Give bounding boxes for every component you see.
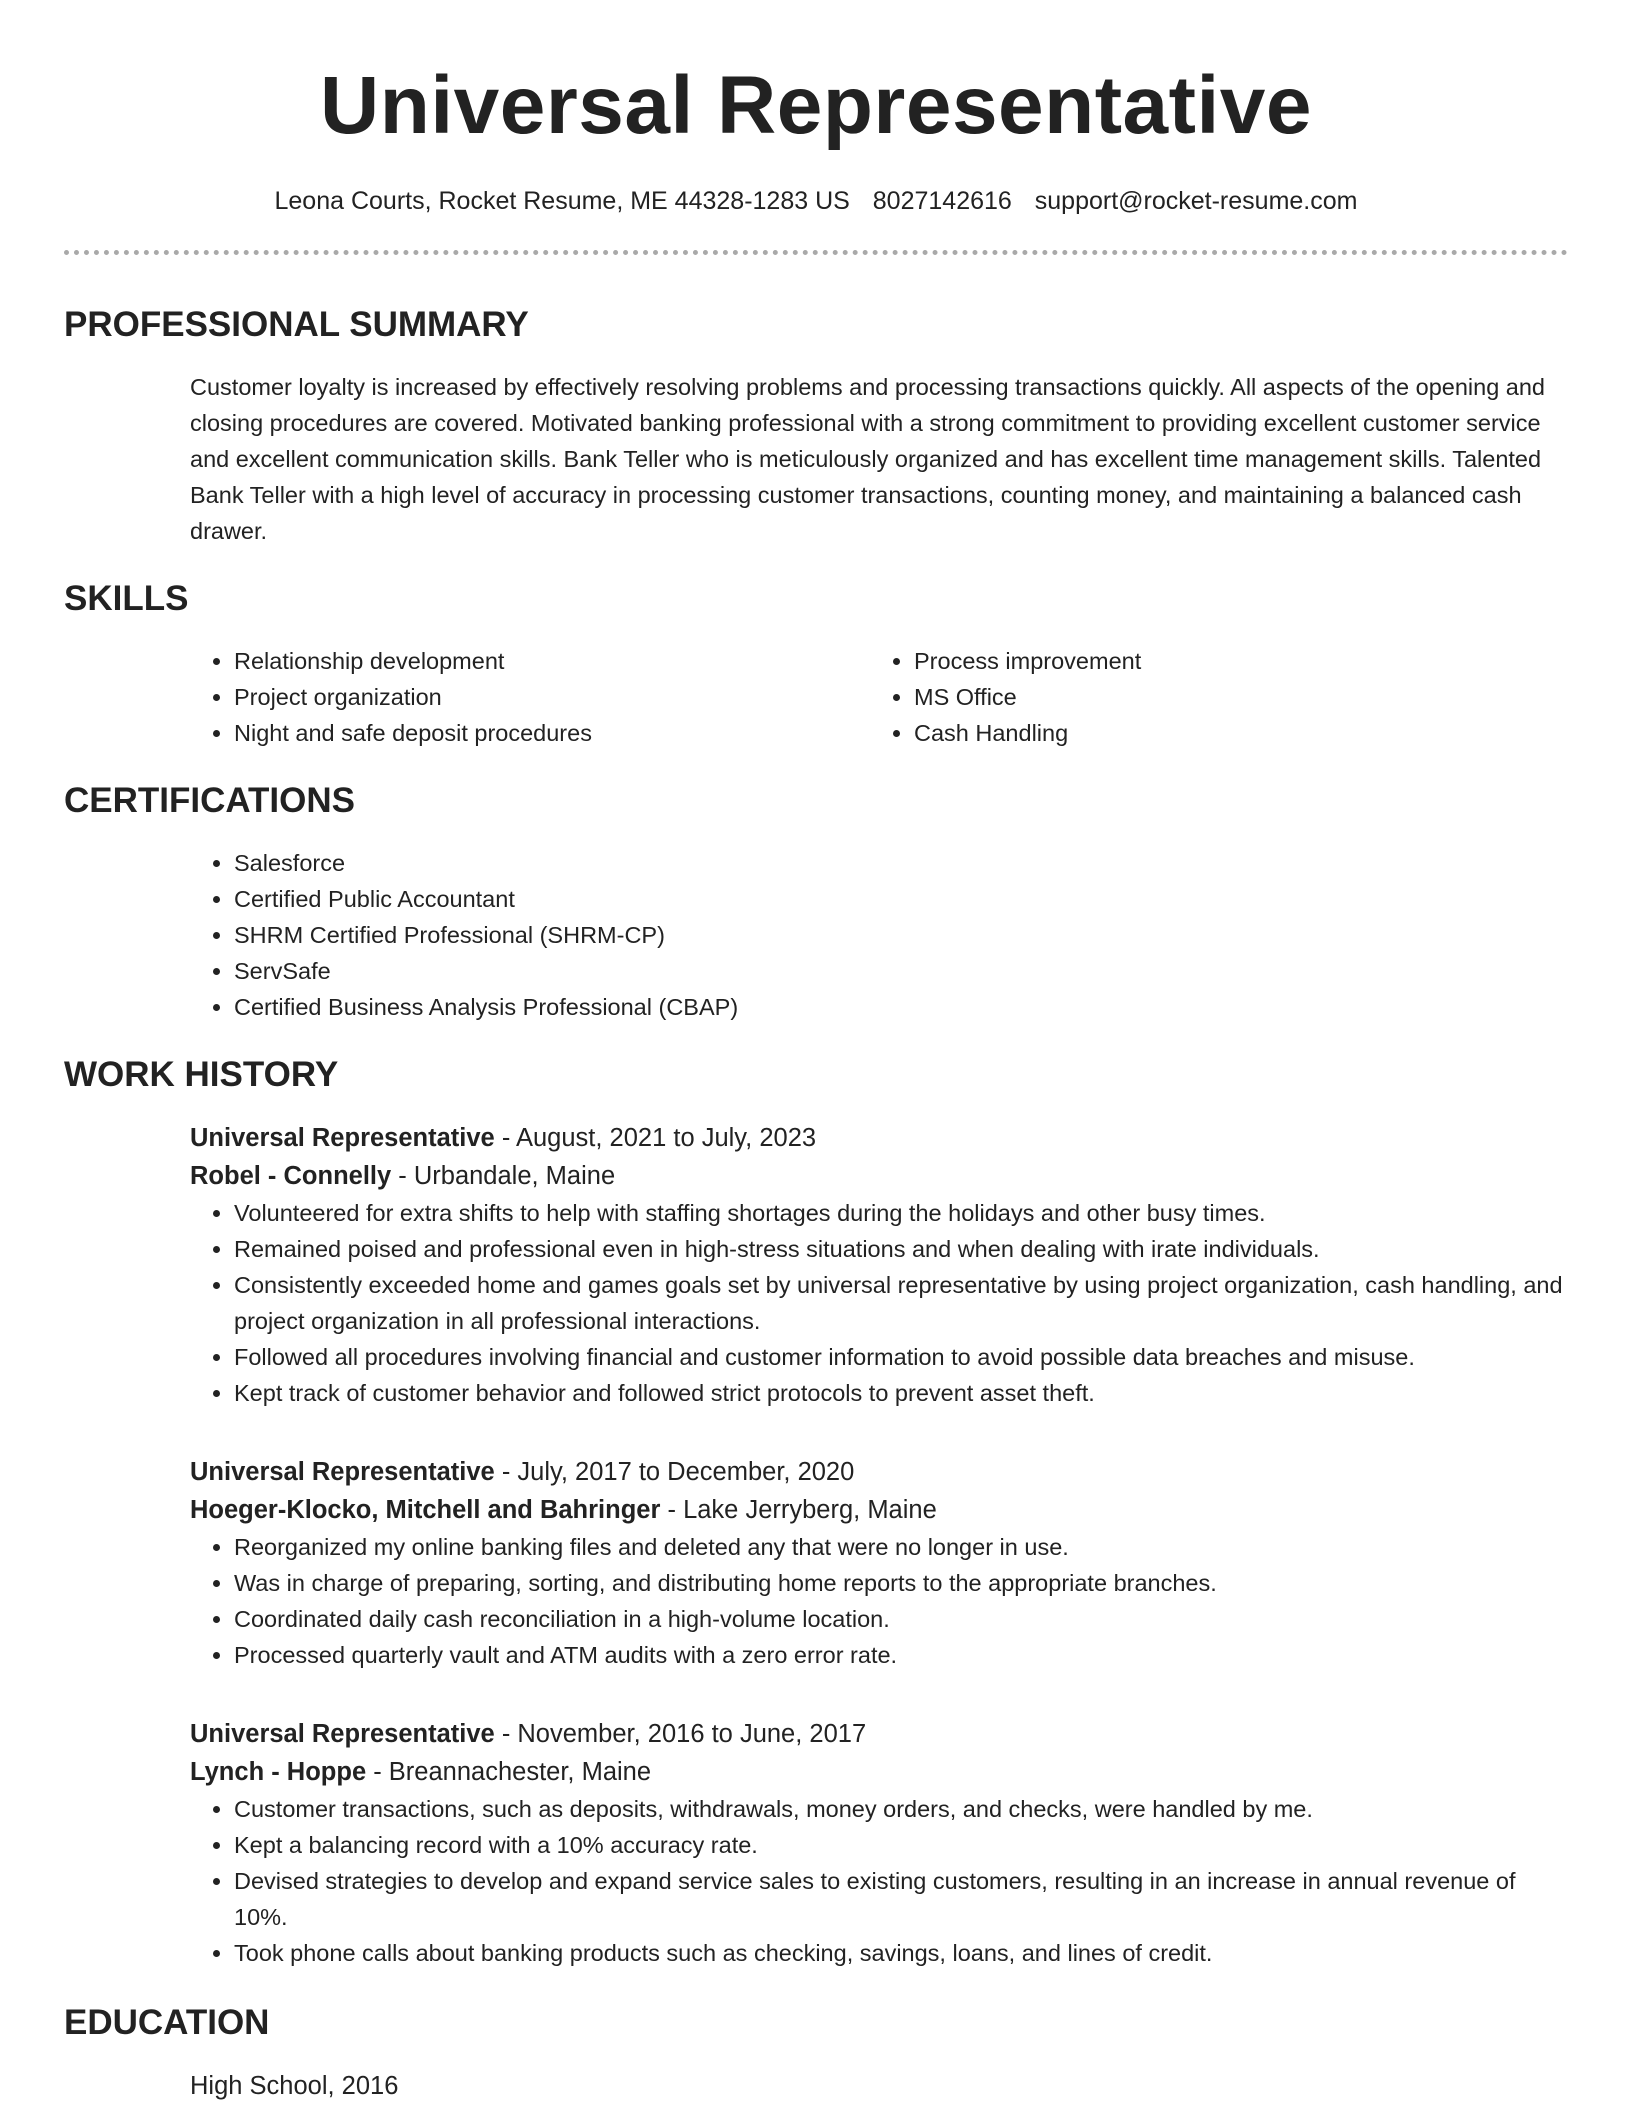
- job-company-line: [190, 1753, 1568, 1791]
- contact-phone: 8027142616: [872, 187, 1012, 215]
- job-bullet: • Took phone calls about banking products such as checking, savings, loans, and lines of credit.: [234, 1935, 1568, 1971]
- contact-address: Leona Courts, Rocket Resume, ME 44328-1283 US: [274, 187, 850, 215]
- job-company: Robel - Connelly: [190, 1162, 392, 1190]
- job-bullets: [190, 1529, 1568, 1673]
- job-location: - Urbandale, Maine: [391, 1162, 616, 1190]
- job-location: - Lake Jerryberg, Maine: [660, 1496, 937, 1524]
- skill-item: • Cash Handling: [914, 715, 1550, 751]
- job-bullet: • Coordinated daily cash reconciliation in a high-volume location.: [234, 1601, 1568, 1637]
- certification-item: • SHRM Certified Professional (SHRM-CP): [234, 917, 1568, 953]
- job-bullets: [190, 1791, 1568, 1971]
- job-bullet: • Customer transactions, such as deposits, withdrawals, money orders, and checks, were handled by me.: [234, 1791, 1568, 1827]
- job-bullet: • Followed all procedures involving financial and customer information to avoid possible data breaches and misuse.: [234, 1339, 1568, 1375]
- job-entry: [64, 1119, 1568, 1411]
- job-role: Universal Representative: [190, 1458, 495, 1486]
- job-title-line: [190, 1119, 1568, 1157]
- job-bullet: • Was in charge of preparing, sorting, and distributing home reports to the appropriate branches.: [234, 1565, 1568, 1601]
- job-entry: [64, 1453, 1568, 1673]
- job-company: Lynch - Hoppe: [190, 1758, 367, 1786]
- skills-list: [64, 643, 1568, 751]
- certification-item: • Certified Business Analysis Professional (CBAP): [234, 989, 1568, 1025]
- job-company-line: [190, 1157, 1568, 1195]
- job-bullet: • Volunteered for extra shifts to help with staffing shortages during the holidays and other busy times.: [234, 1195, 1568, 1231]
- job-bullet: • Processed quarterly vault and ATM audits with a zero error rate.: [234, 1637, 1568, 1673]
- job-dates: - November, 2016 to June, 2017: [494, 1720, 867, 1748]
- education-entry: High School, 2016: [190, 2072, 399, 2100]
- header-divider: [64, 250, 1568, 255]
- job-role: Universal Representative: [190, 1720, 495, 1748]
- skills-column-right: [870, 643, 1550, 751]
- certification-item: • ServSafe: [234, 953, 1568, 989]
- job-bullet: • Remained poised and professional even in high-stress situations and when dealing with irate individuals.: [234, 1231, 1568, 1267]
- candidate-name: Universal Representative: [320, 60, 1312, 151]
- job-entry: [64, 1715, 1568, 1971]
- contact-email: support@rocket-resume.com: [1034, 187, 1358, 215]
- job-role: Universal Representative: [190, 1124, 495, 1152]
- summary-heading: PROFESSIONAL SUMMARY: [64, 305, 529, 344]
- job-location: - Breannachester, Maine: [366, 1758, 652, 1786]
- skill-item: • Process improvement: [914, 643, 1550, 679]
- job-company-line: [190, 1491, 1568, 1529]
- certification-item: • Certified Public Accountant: [234, 881, 1568, 917]
- contact-line: [64, 184, 1568, 218]
- summary-text: Customer loyalty is increased by effectively resolving problems and processing transactions quickly. All aspects of the opening and closing procedures are covered. Motivated banking professional with a strong commitment to providing excellent customer service and excellent communication skills. Bank Teller who is meticulously organized and has excellent time management skills. Talented Bank Teller with a high level of accuracy in processing customer transactions, counting money, and maintaining a balanced cash drawer.: [190, 374, 1546, 544]
- certification-item: • Salesforce: [234, 845, 1568, 881]
- skill-item: • MS Office: [914, 679, 1550, 715]
- job-bullet: • Kept track of customer behavior and followed strict protocols to prevent asset theft.: [234, 1375, 1568, 1411]
- job-bullet: • Consistently exceeded home and games goals set by universal representative by using project organization, cash handling, and project organization in all professional interactions.: [234, 1267, 1568, 1339]
- job-dates: - July, 2017 to December, 2020: [494, 1458, 855, 1486]
- job-bullets: [190, 1195, 1568, 1411]
- job-company: Hoeger-Klocko, Mitchell and Bahringer: [190, 1496, 661, 1524]
- work-history-heading: WORK HISTORY: [64, 1055, 339, 1094]
- job-bullet: • Reorganized my online banking files and deleted any that were no longer in use.: [234, 1529, 1568, 1565]
- job-bullet: • Kept a balancing record with a 10% accuracy rate.: [234, 1827, 1568, 1863]
- skills-column-left: [190, 643, 870, 751]
- job-dates: - August, 2021 to July, 2023: [494, 1124, 817, 1152]
- job-title-line: [190, 1453, 1568, 1491]
- certifications-list: [64, 845, 1568, 1025]
- certifications-heading: CERTIFICATIONS: [64, 781, 356, 820]
- job-bullet: • Devised strategies to develop and expand service sales to existing customers, resulting in an increase in annual revenue of 10%.: [234, 1863, 1568, 1935]
- education-heading: EDUCATION: [64, 2003, 270, 2042]
- skill-item: • Night and safe deposit procedures: [234, 715, 870, 751]
- job-title-line: [190, 1715, 1568, 1753]
- skill-item: • Project organization: [234, 679, 870, 715]
- skills-heading: SKILLS: [64, 579, 189, 618]
- skill-item: • Relationship development: [234, 643, 870, 679]
